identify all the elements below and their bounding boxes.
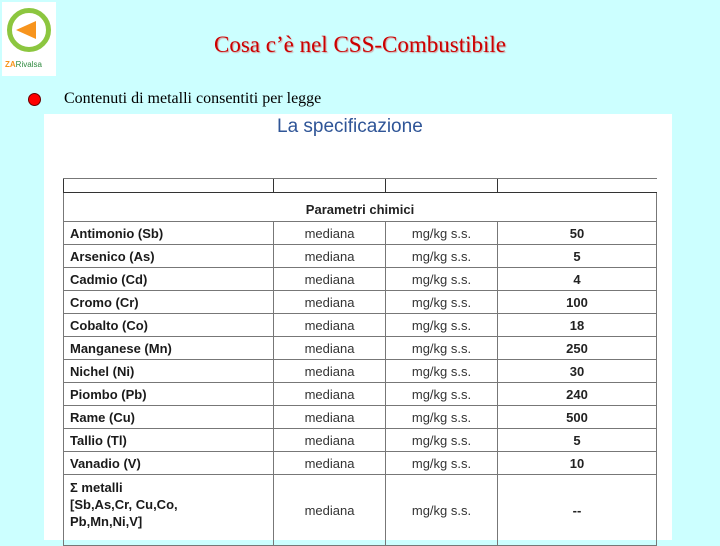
table-header: Parametri chimici xyxy=(64,193,657,222)
table-row xyxy=(64,222,657,245)
table-row xyxy=(64,291,657,314)
sum-name-line: Pb,Mn,Ni,V] xyxy=(70,514,143,529)
cell-stat: mediana xyxy=(274,406,386,429)
table-row-sum xyxy=(64,475,657,546)
cell-unit: mg/kg s.s. xyxy=(386,291,498,314)
cell-name: Cadmio (Cd) xyxy=(64,268,274,291)
cell-name: Antimonio (Sb) xyxy=(64,222,274,245)
cell-name: Arsenico (As) xyxy=(64,245,274,268)
cell-name: Tallio (Tl) xyxy=(64,429,274,452)
logo-text: ZARivalsa xyxy=(5,60,42,69)
cell-stat: mediana xyxy=(274,222,386,245)
metals-table xyxy=(63,178,657,546)
cell-stat: mediana xyxy=(274,291,386,314)
slide-title: Cosa c’è nel CSS-Combustibile xyxy=(214,32,506,57)
cell-stat: mediana xyxy=(274,429,386,452)
cell-unit: mg/kg s.s. xyxy=(386,222,498,245)
cell-stat: mediana xyxy=(274,475,386,546)
cell-stat: mediana xyxy=(274,337,386,360)
cell-val: 250 xyxy=(498,337,657,360)
cell-stat: mediana xyxy=(274,383,386,406)
sum-name-line: Σ metalli xyxy=(70,480,123,495)
cell-stat: mediana xyxy=(274,360,386,383)
bullet-icon xyxy=(28,93,41,106)
cell-name xyxy=(64,475,274,546)
table-row xyxy=(64,406,657,429)
table-header-row xyxy=(64,193,657,222)
table-row xyxy=(64,245,657,268)
table-row xyxy=(64,337,657,360)
cell-unit: mg/kg s.s. xyxy=(386,245,498,268)
cell-val: 50 xyxy=(498,222,657,245)
cell-unit: mg/kg s.s. xyxy=(386,429,498,452)
cell-val: 500 xyxy=(498,406,657,429)
cell-val: 5 xyxy=(498,429,657,452)
cell-val: -- xyxy=(498,475,657,546)
cell-val: 100 xyxy=(498,291,657,314)
table-row xyxy=(64,314,657,337)
cell-unit: mg/kg s.s. xyxy=(386,452,498,475)
table-row xyxy=(64,452,657,475)
cell-unit: mg/kg s.s. xyxy=(386,314,498,337)
bullet-text: Contenuti di metalli consentiti per legge xyxy=(64,90,322,107)
sum-name-line: [Sb,As,Cr, Cu,Co, xyxy=(70,497,178,512)
cell-stat: mediana xyxy=(274,314,386,337)
cell-stat: mediana xyxy=(274,452,386,475)
cell-unit: mg/kg s.s. xyxy=(386,383,498,406)
cell-val: 240 xyxy=(498,383,657,406)
cell-val: 4 xyxy=(498,268,657,291)
cell-val: 10 xyxy=(498,452,657,475)
cell-name: Manganese (Mn) xyxy=(64,337,274,360)
cell-name: Piombo (Pb) xyxy=(64,383,274,406)
cell-name: Cromo (Cr) xyxy=(64,291,274,314)
table-row xyxy=(64,429,657,452)
cell-unit: mg/kg s.s. xyxy=(386,337,498,360)
cell-unit: mg/kg s.s. xyxy=(386,475,498,546)
spec-image xyxy=(44,114,672,540)
table-top-rule xyxy=(64,179,657,193)
cell-name: Cobalto (Co) xyxy=(64,314,274,337)
spec-title: La specificazione xyxy=(277,116,423,137)
cell-unit: mg/kg s.s. xyxy=(386,360,498,383)
cell-val: 5 xyxy=(498,245,657,268)
cell-val: 18 xyxy=(498,314,657,337)
cell-val: 30 xyxy=(498,360,657,383)
cell-unit: mg/kg s.s. xyxy=(386,268,498,291)
table-row xyxy=(64,360,657,383)
cell-stat: mediana xyxy=(274,245,386,268)
cell-unit: mg/kg s.s. xyxy=(386,406,498,429)
table-row xyxy=(64,268,657,291)
cell-name: Vanadio (V) xyxy=(64,452,274,475)
table-row xyxy=(64,383,657,406)
cell-name: Rame (Cu) xyxy=(64,406,274,429)
cell-stat: mediana xyxy=(274,268,386,291)
cell-name: Nichel (Ni) xyxy=(64,360,274,383)
